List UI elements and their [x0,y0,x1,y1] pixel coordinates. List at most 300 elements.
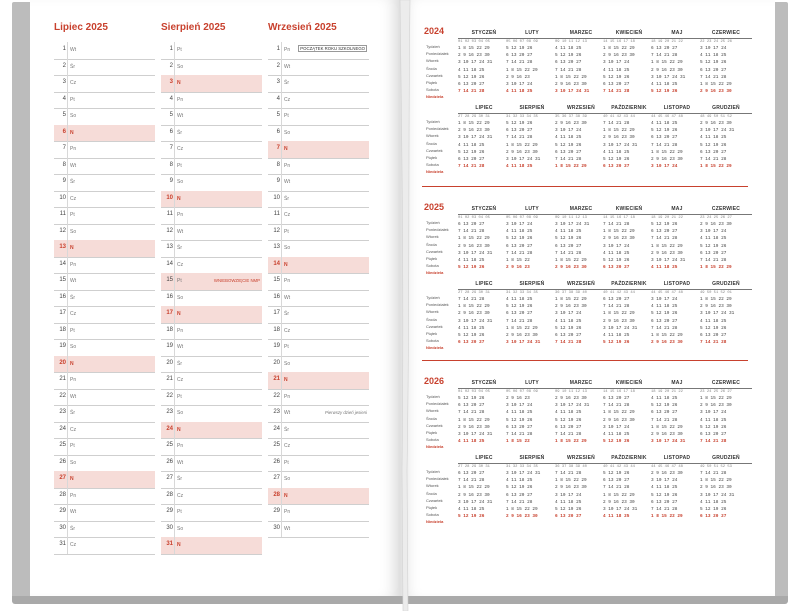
day-row[interactable] [54,488,155,506]
weekday-abbrev: Pn [70,146,77,152]
day-divider [67,125,68,142]
mini-month-row: 5 12 19 26 [458,149,485,155]
day-number: 18 [273,326,280,333]
mini-month-row: 5 12 19 26 [651,492,678,498]
mini-month-row: 7 14 21 28 [506,318,533,324]
mini-month-row: 6 13 20 27 [555,332,582,338]
day-divider [67,191,68,208]
month-title: Wrzesień 2025 [268,22,337,33]
day-row[interactable] [54,75,155,93]
mini-month-row: 3 10 17 24 31 [603,506,638,512]
mini-month-row: 7 14 21 28 [506,135,533,141]
mini-month-row: 5 12 19 26 [458,514,485,520]
mini-month-name: PAŹDZIERNIK [611,281,647,287]
mini-month-row: 4 11 18 25 [506,297,533,302]
week-numbers: 27 28 29 30 31 [458,113,510,120]
weekday-abbrev: Pt [70,96,75,103]
mini-month-row: 5 12 19 26 [555,236,582,242]
mini-month-row: 5 12 19 26 [651,403,678,409]
day-row[interactable] [268,290,369,308]
mini-month-name: LIPIEC [475,105,493,111]
weekday-labels [426,294,449,352]
day-row[interactable] [161,42,262,60]
day-divider [281,306,282,323]
weekday-abbrev: Śr [284,311,289,317]
year-label: 2025 [424,202,445,212]
mini-month-row: 5 12 19 26 [700,60,727,66]
day-row[interactable] [268,455,369,473]
mini-month [506,30,558,95]
weekday-abbrev: N [70,245,74,251]
day-row[interactable] [268,174,369,192]
mini-month-row: 1 8 15 22 29 [555,74,587,80]
day-number: 23 [59,409,66,415]
day-row[interactable] [268,125,369,143]
day-number: 10 [59,194,66,201]
day-row[interactable] [161,521,262,539]
weekday-abbrev: N [177,542,181,548]
day-number: 31 [166,541,173,547]
mini-month-name: LISTOPAD [663,281,691,287]
day-divider [67,306,68,323]
day-note: POCZĄTEK ROKU SZKOLNEGO [300,46,365,51]
day-row[interactable] [54,207,155,225]
day-number: 27 [166,475,173,481]
mini-month-row: 6 13 20 27 [700,149,727,155]
day-divider [281,504,282,521]
day-row[interactable] [268,438,369,456]
day-divider [174,273,175,290]
mini-month-row: 4 11 18 25 [506,229,533,235]
day-number: 12 [59,227,66,234]
day-row[interactable] [268,323,369,341]
week-numbers: 44 45 46 47 48 [651,113,703,120]
week-numbers: 05 06 07 08 09 [506,38,558,45]
mini-month-row: 6 13 20 27 [458,340,485,346]
mini-month [603,455,655,520]
mini-month [700,105,752,170]
mini-month-row: 6 13 20 27 [603,81,630,87]
day-row[interactable] [54,356,155,374]
mini-month-row: 4 11 18 25 [506,164,533,170]
day-row[interactable] [54,323,155,341]
day-number: 19 [166,343,173,349]
mini-month-name: MAJ [671,380,683,386]
mini-month-row: 4 11 18 25 [555,318,582,324]
day-number: 10 [166,194,173,201]
day-row[interactable] [268,92,369,110]
day-divider [67,521,68,538]
day-row[interactable] [54,108,155,126]
day-row[interactable] [161,75,262,93]
day-divider [281,438,282,455]
weekday-abbrev: Śr [177,129,182,136]
day-divider [67,389,68,406]
mini-month-row: 5 12 19 26 [700,325,727,331]
day-row[interactable] [54,125,155,143]
weekday-label: Poniedziałek [426,302,449,308]
weekday-abbrev: Pn [70,377,77,383]
day-row[interactable] [161,174,262,192]
mini-month [506,281,558,346]
mini-month-row: 7 14 21 28 [506,499,533,505]
mini-month [651,105,703,170]
day-row[interactable] [54,59,155,77]
day-row[interactable] [54,290,155,308]
day-row[interactable] [161,323,262,341]
day-row[interactable] [268,108,369,126]
day-row[interactable] [161,504,262,522]
day-row[interactable] [54,174,155,192]
mini-month-name: STYCZEŃ [471,206,497,212]
mini-month-row: 2 9 16 23 30 [700,89,732,95]
weekday-abbrev: N [70,360,74,367]
day-divider [174,240,175,257]
weekday-abbrev: Śr [70,294,75,301]
day-row[interactable] [268,488,369,506]
mini-month-row: 6 13 20 27 [603,265,630,271]
day-number: 22 [166,392,173,399]
day-row[interactable] [161,356,262,374]
week-numbers: 23 24 25 26 27 [700,214,752,221]
mini-month-row: 3 10 17 24 [555,492,582,498]
weekday-abbrev: N [284,492,288,499]
mini-month-name: PAŹDZIERNIK [611,105,647,111]
day-row[interactable] [161,389,262,407]
weekday-abbrev: Pt [70,443,75,449]
day-number: 1 [276,46,280,52]
weekday-abbrev: Wt [70,278,77,284]
day-row[interactable] [161,372,262,390]
day-row[interactable] [54,191,155,209]
day-row[interactable] [268,372,369,390]
day-number: 10 [273,194,280,201]
day-row[interactable] [161,141,262,159]
day-row[interactable] [161,273,262,291]
day-row[interactable] [161,224,262,242]
weekday-abbrev: Pn [284,509,291,515]
weekday-label: Środa [426,241,437,247]
weekday-label: Wtorek [426,234,439,240]
mini-month [555,455,607,520]
weekday-abbrev: Cz [70,195,77,202]
day-number: 6 [276,128,280,135]
day-row[interactable] [161,257,262,275]
day-row[interactable] [54,422,155,440]
mini-month-name: STYCZEŃ [471,380,497,386]
day-divider [281,257,282,274]
mini-month-row: 2 9 16 23 30 [458,424,490,430]
mini-month-row: 5 12 19 26 [603,156,630,162]
week-numbers: 31 32 33 34 35 [506,289,558,296]
weekday-label: Sobota [426,87,439,93]
weekday-abbrev: Pn [284,278,291,284]
day-number: 16 [59,293,66,300]
mini-month-row: 5 12 19 26 [458,396,485,401]
day-number: 17 [166,310,173,316]
day-divider [174,389,175,406]
weekday-abbrev: N [177,80,181,86]
weekday-abbrev: Pt [284,228,289,235]
day-row[interactable] [161,158,262,176]
mini-month-row: 6 13 20 27 [700,67,727,73]
weekday-labels [426,43,449,101]
mini-month [603,380,655,445]
day-row[interactable] [268,42,369,60]
mini-month-row: 1 8 15 22 29 [700,297,732,302]
day-row[interactable] [161,471,262,489]
day-row[interactable] [161,405,262,423]
mini-month-row: 6 13 20 27 [700,431,727,437]
mini-month-row: 2 9 16 23 30 [700,304,732,310]
mini-month-row: 1 8 15 22 29 [555,439,587,445]
day-row[interactable] [54,273,155,291]
day-row[interactable] [161,59,262,77]
weekday-abbrev: Wt [70,393,77,400]
day-row[interactable] [161,488,262,506]
mini-month-row: 5 12 19 26 [506,304,533,310]
mini-month-row: 7 14 21 28 [458,297,485,302]
mini-month-row: 7 14 21 28 [458,164,485,170]
weekday-abbrev: Pt [177,509,182,515]
week-numbers: 36 37 38 39 40 [555,463,607,470]
day-row[interactable] [54,306,155,324]
weekday-abbrev: Wt [177,344,184,350]
day-row[interactable] [54,389,155,407]
day-number: 13 [273,244,280,250]
weekday-label: Poniedziałek [426,51,449,57]
day-row[interactable] [161,240,262,258]
weekday-label: Poniedziałek [426,126,449,132]
weekday-abbrev: Wt [70,47,77,53]
day-row[interactable] [54,405,155,423]
day-row[interactable] [54,158,155,176]
day-row[interactable] [161,191,262,209]
day-divider [67,504,68,521]
mini-month-row: 7 14 21 28 [458,478,485,484]
day-divider [67,75,68,92]
weekday-abbrev: N [177,426,181,433]
mini-month-row: 2 9 16 23 30 [651,250,683,256]
mini-month-row: 6 13 20 27 [555,243,582,249]
day-row[interactable] [268,356,369,374]
day-row[interactable] [54,92,155,110]
day-row[interactable] [54,537,155,555]
mini-month-row: 2 9 16 23 30 [506,332,538,338]
day-row[interactable] [54,224,155,242]
day-number: 23 [166,409,173,415]
day-row[interactable] [54,372,155,390]
mini-month-row: 5 12 19 26 [700,424,727,430]
day-row[interactable] [268,521,369,539]
week-numbers: 49 50 51 52 01 [700,289,752,296]
mini-month-name: LUTY [525,206,539,212]
day-divider [281,488,282,505]
day-row[interactable] [54,257,155,275]
day-row[interactable] [54,240,155,258]
day-row[interactable] [268,75,369,93]
day-divider [174,356,175,373]
day-row[interactable] [161,455,262,473]
day-row[interactable] [54,339,155,357]
day-row[interactable] [161,108,262,126]
mini-month-row: 4 11 18 25 [700,417,727,423]
day-number: 26 [273,458,280,465]
day-divider [281,471,282,488]
day-number: 28 [59,491,66,498]
mini-month-row: 4 11 18 25 [700,53,727,59]
mini-month [651,281,703,346]
mini-month-row: 1 8 15 22 29 [700,81,732,87]
day-row[interactable] [161,207,262,225]
day-divider [174,306,175,323]
week-numbers: 48 49 50 51 52 [700,113,752,120]
day-row[interactable] [268,273,369,291]
day-row[interactable] [161,125,262,143]
day-number: 18 [166,326,173,333]
mini-month-row: 1 8 15 22 29 [458,236,490,242]
day-row[interactable] [268,306,369,324]
day-row[interactable] [54,504,155,522]
day-row[interactable] [268,422,369,440]
weekday-abbrev: Cz [177,146,184,152]
mini-month-name: LISTOPAD [663,105,691,111]
mini-month-row: 7 14 21 28 [555,156,582,162]
day-row[interactable] [268,224,369,242]
mini-month-row: 4 11 18 25 [651,396,678,401]
weekday-abbrev: Pt [177,278,182,284]
day-number: 21 [59,376,66,382]
day-row[interactable] [268,207,369,225]
day-row[interactable] [268,471,369,489]
day-row[interactable] [161,290,262,308]
mini-month [651,380,703,445]
day-number: 26 [166,458,173,465]
mini-month-row: 1 8 15 22 29 [555,164,587,170]
day-divider [174,521,175,538]
week-numbers: 36 37 38 39 40 [555,289,607,296]
day-number: 30 [59,524,66,531]
day-row[interactable] [268,257,369,275]
mini-month-row: 4 11 18 25 [700,499,727,505]
mini-month-row: 3 10 17 24 31 [458,135,493,141]
day-row[interactable] [54,471,155,489]
mini-month-name: MARZEC [569,30,593,36]
day-divider [174,290,175,307]
day-row[interactable] [161,537,262,555]
mini-month-name: MAJ [671,206,683,212]
weekday-abbrev: Pn [177,212,184,218]
day-row[interactable] [268,389,369,407]
mini-month-row: 6 13 20 27 [555,514,582,520]
day-number: 8 [62,161,66,168]
mini-month-row: 6 13 20 27 [700,250,727,256]
mini-month-row: 5 12 19 26 [603,439,630,445]
day-row[interactable] [268,240,369,258]
mini-month-row: 3 10 17 24 31 [506,340,541,346]
day-row[interactable] [268,158,369,176]
weekday-abbrev: N [284,377,288,383]
day-row[interactable] [54,521,155,539]
mini-month-row: 4 11 18 25 [603,514,630,520]
weekday-label: Piątek [426,504,438,510]
day-row[interactable] [54,141,155,159]
weekday-abbrev: Wt [284,294,291,301]
day-number: 2 [169,62,173,69]
mini-month-row: 2 9 16 23 30 [555,304,587,310]
day-row[interactable] [54,42,155,60]
day-divider [67,290,68,307]
month-column [54,42,155,554]
year-label: 2026 [424,376,445,386]
day-divider [67,92,68,109]
weekday-abbrev: Cz [70,80,77,86]
mini-month-row: 7 14 21 28 [651,53,678,59]
day-divider [67,174,68,191]
day-row[interactable] [161,339,262,357]
day-number: 19 [273,343,280,349]
mini-month-row: 7 14 21 28 [555,471,582,476]
day-row[interactable] [161,92,262,110]
day-row[interactable] [161,306,262,324]
day-row[interactable] [161,422,262,440]
weekday-abbrev: Pn [70,261,77,268]
mini-month-row: 3 10 17 24 [555,128,582,134]
day-row[interactable] [268,504,369,522]
weekday-abbrev: Śr [70,525,75,532]
mini-month-row: 4 11 18 25 [555,229,582,235]
day-divider [67,42,68,59]
day-row[interactable] [268,191,369,209]
mini-month [700,455,752,520]
mini-month-row: 3 10 17 24 31 [651,439,686,445]
day-number: 29 [273,508,280,514]
day-row[interactable] [268,405,369,423]
day-row[interactable] [54,455,155,473]
day-number: 5 [62,112,66,118]
day-row[interactable] [161,438,262,456]
weekday-abbrev: Pt [284,113,289,119]
day-number: 23 [273,409,280,415]
weekday-label: Poniedziałek [426,476,449,482]
day-divider [281,389,282,406]
day-row[interactable] [268,141,369,159]
day-divider [281,290,282,307]
mini-month-row: 1 8 15 22 29 [700,265,732,271]
day-divider [174,488,175,505]
mini-month-row: 6 13 20 27 [700,514,727,520]
weekday-label: Środa [426,415,437,421]
day-divider [67,405,68,422]
weekday-label: Czwartek [426,323,443,329]
mini-month-row: 1 8 15 22 29 [555,257,587,263]
weekday-abbrev: Pn [284,393,291,400]
mini-month-row: 5 12 19 26 [458,332,485,338]
day-row[interactable] [54,438,155,456]
day-divider [174,455,175,472]
weekday-label: Wtorek [426,133,439,139]
day-divider [281,191,282,208]
day-number: 9 [169,178,173,184]
mini-month-row: 2 9 16 23 30 [458,53,490,59]
mini-month [506,455,558,520]
mini-month-row: 1 8 15 22 29 [603,410,635,416]
day-row[interactable] [268,339,369,357]
day-number: 7 [62,145,66,151]
day-row[interactable] [268,59,369,77]
mini-month [603,105,655,170]
weekday-abbrev: Cz [177,492,184,499]
